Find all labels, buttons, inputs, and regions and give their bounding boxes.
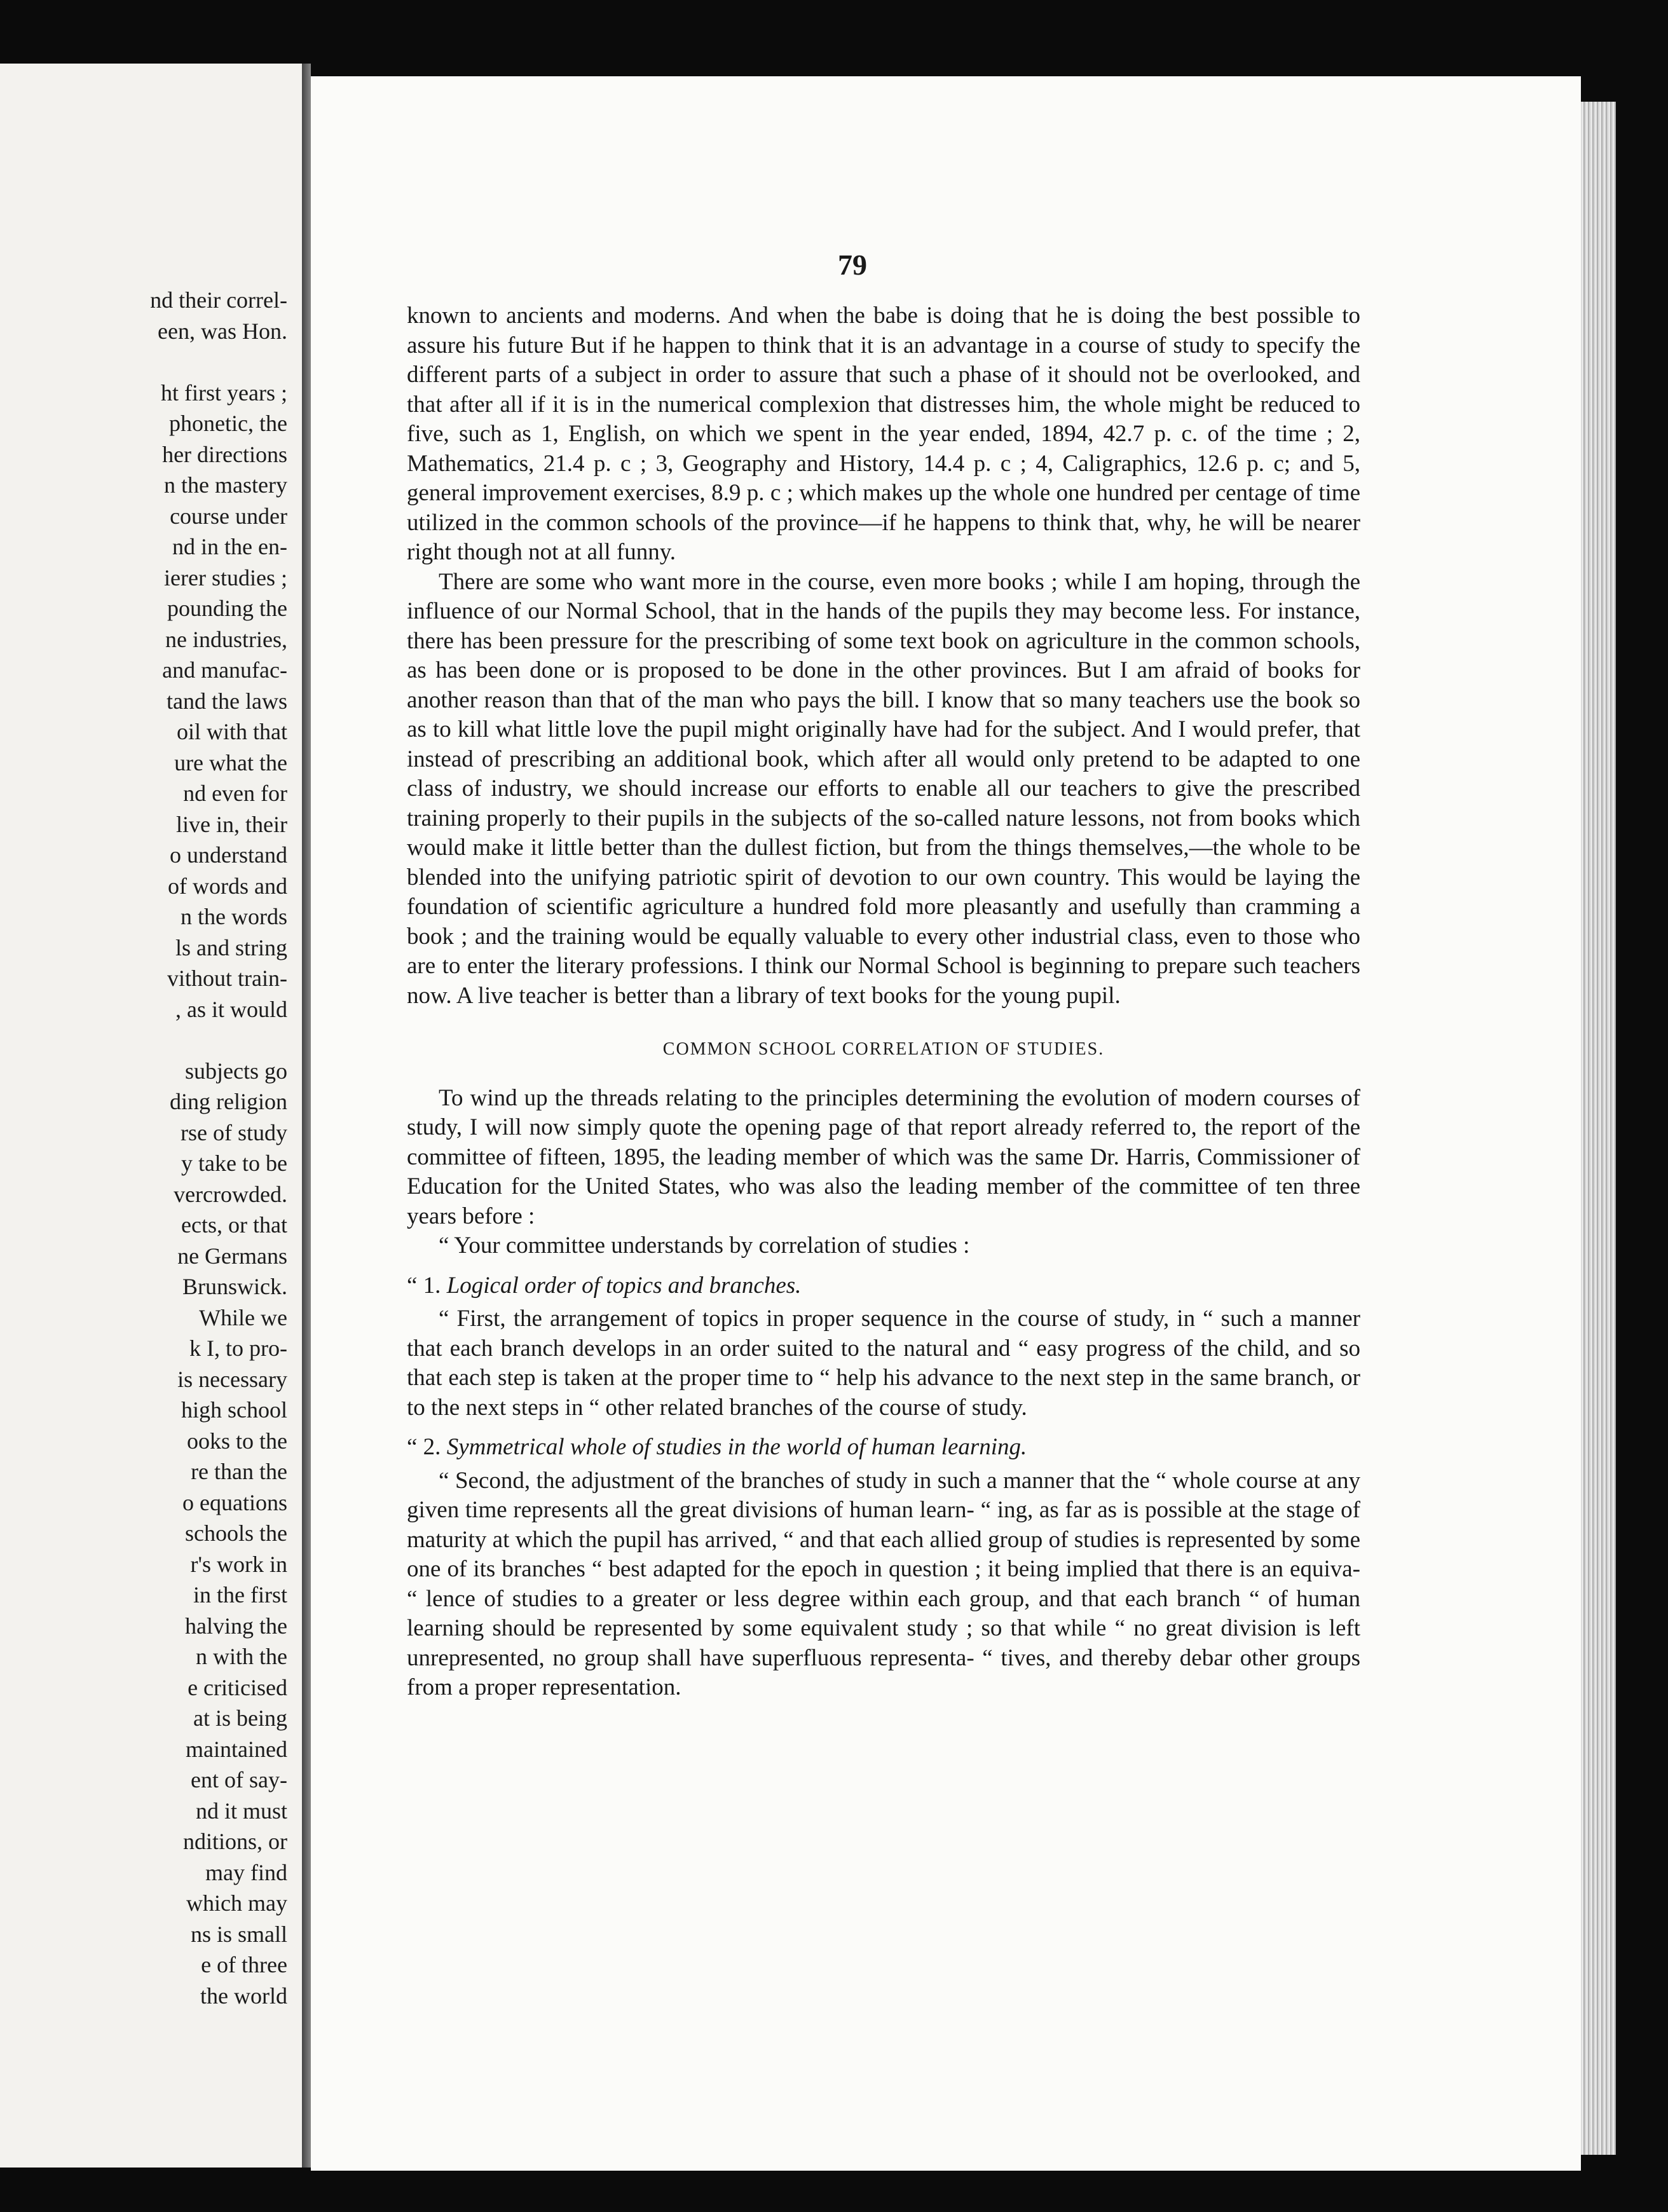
left-page-line: may find [205,1859,287,1885]
page-number: 79 [838,249,867,281]
left-page-line: ects, or that [181,1212,287,1238]
left-page-line: e criticised [188,1674,287,1700]
left-page-line: tand the laws [167,688,287,714]
left-page-line: her directions [162,441,287,467]
left-page-line: ding religion [170,1089,287,1114]
left-page-line: and manufac- [162,657,287,683]
left-page-line: While we [199,1304,287,1330]
left-page-line: nd in the en- [172,534,287,559]
left-page-line: phonetic, the [169,411,287,436]
left-page-line: ns is small [190,1921,287,1947]
quote-1-title: Logical order of topics and branches. [446,1272,802,1299]
paragraph-2: There are some who want more in the course, even more books ; while I am hoping, through the influence of our Normal School, that in the hands of the pupils they may become less. For instance, there has been pressure for the prescribing of some text book on agriculture in the common schools, as has been done or is proposed to be done in the other provinces. But I am afraid of books for another reason than that of the man who pays the bill. I know that so many teachers use the book so as to kill what little love the pupil might originally have had for the subject. And I would prefer, that instead of prescribing an additional book, which after all would only pretend to be adapted to one class of industry, we should increase our efforts to enable all our teachers to give the prescribed training properly to their pupils in the subjects of the so-called nature lessons, not from books which would make it little better than the dullest fiction, but from the things themselves,—the whole to be blended into the unifying patriotic spirit of devotion to our own country. This would be laying the foundation of scientific agriculture a hundred fold more pleasantly and usefully than cramming a book ; and the training would be equally valuable to every other industrial class, even to those who are to enter the literary professions. I think our Normal School is beginning to prepare such teachers now. A live teacher is better than a library of text books for the young pupil. [407,568,1360,1009]
left-page-line [0,1025,287,1056]
left-page-line: o equations [182,1489,287,1515]
left-page-line: high school [181,1397,287,1423]
left-page-line: schools the [185,1520,287,1546]
quote-2-number: “ 2. [407,1434,441,1460]
quote-2-text: “ Second, the adjustment of the branches of study in such a manner that the “ whole course at any given time represents all the great divisions of human learn- “ ing, as far as is possible at the stage of maturity at which the pupil has arrived, “ and that each allied group of studies is represented by some one of its branches “ best adapted for the epoch in question ; it being implied that there is an equiva- “ lence of studies to a greater or less degree within each group, and that each branch “ of human learning should be represented by some equivalent study ; so that while “ no great division is left unrepresented, no group shall have superfluous representa- “ tives, and thereby debar other groups from a proper representation. [407,1467,1360,1700]
left-page-line: at is being [193,1705,287,1731]
left-page-line: n the words [181,904,287,929]
left-page-line: n with the [196,1644,287,1669]
left-page-line: e of three [201,1952,287,1977]
left-page-line: een, was Hon. [158,318,287,344]
left-page-line: ne Germans [177,1243,287,1269]
left-page-line: k I, to pro- [189,1335,287,1361]
left-page-line: oil with that [177,719,287,744]
quote-2-heading [407,1433,1360,1463]
left-page-line: n the mastery [164,472,287,498]
left-page-line: which may [186,1890,287,1916]
left-page-line: y take to be [181,1150,287,1176]
left-page-line: ooks to the [187,1428,287,1454]
left-page-line: nditions, or [182,1829,287,1854]
quote-1-heading [407,1271,1360,1301]
left-page-line: nd it must [195,1798,287,1824]
left-page-line: in the first [193,1582,287,1608]
left-page-line: live in, their [176,811,287,837]
left-page-line: Brunswick. [182,1274,287,1299]
left-page-line: , as it would [175,996,287,1022]
left-page-line: of words and [168,873,287,899]
left-page-line: the world [200,1983,287,2009]
left-page-line: vithout train- [167,966,287,991]
page-edges [1581,102,1616,2155]
left-page-line: vercrowded. [174,1181,287,1207]
left-page-line: rse of study [181,1119,287,1145]
left-page-text-column [0,285,287,2011]
left-page-line: ht first years ; [161,379,287,406]
left-page-line: is necessary [177,1366,287,1392]
left-page-line: ent of say- [191,1767,287,1792]
left-page-line: re than the [191,1459,287,1484]
left-page-line: maintained [186,1736,287,1762]
left-page-line: ls and string [175,934,287,960]
left-page-line [0,346,287,378]
left-page-line: subjects go [185,1058,287,1084]
left-page-line: course under [170,503,287,529]
left-page-line: ure what the [174,749,287,775]
book-gutter [302,64,311,2168]
left-page-line: o understand [170,842,287,868]
quote-1-number: “ 1. [407,1272,441,1299]
left-facing-page [0,64,302,2168]
paragraph-3: To wind up the threads relating to the principles determining the evolution of modern courses of study, I will now simply quote the opening page of that report already referred to, the report of the committee of fifteen, 1895, the leading member of which was the same Dr. Harris, Commissioner of Education for the United States, who was also the leading member of the committee of ten three years before : [407,1084,1360,1229]
left-page-line: nd their correl- [150,287,287,313]
left-page-line: ierer studies ; [164,564,287,591]
left-page-line: r's work in [190,1551,287,1577]
quote-1-text: “ First, the arrangement of topics in proper sequence in the course of study, in “ such a manner that each branch develops in an order suited to the natural and “ easy progress of the child, and so that each step is taken at the proper time to “ help his advance to the next step in the same branch, or to the next steps in “ other related branches of the course of study. [407,1306,1360,1421]
section-heading: COMMON SCHOOL CORRELATION OF STUDIES. [662,1039,1105,1059]
page-body [407,301,1360,1703]
paragraph-1: known to ancients and moderns. And when the babe is doing that he is doing the best possible to assure his future But if he happen to think that it is an advantage in a course of study to specify the different parts of a subject in order to assure that such a phase of it should not be overlooked, and that after all if it is in the numerical complexion that distresses him, the whole might be reduced to five, such as 1, English, on which we spent in the year ended, 1894, 42.7 p. c. of the time ; 2, Mathematics, 21.4 p. c ; 3, Geography and History, 14.4 p. c ; 4, Caligraphics, 12.6 p. c; and 5, general improvement exercises, 8.9 p. c ; which makes up the whole one hundred per centage of time utilized in the common schools of the province—if he happens to think that, why, he will be nearer right though not at all funny. [407,303,1360,565]
quote-2-title: Symmetrical whole of studies in the world of human learning. [446,1434,1027,1460]
left-page-line: halving the [185,1613,287,1639]
left-page-line: nd even for [183,781,287,806]
paragraph-4: “ Your committee understands by correlation of studies : [439,1232,970,1259]
left-page-line: ne industries, [165,626,287,652]
left-page-line: pounding the [167,596,287,621]
